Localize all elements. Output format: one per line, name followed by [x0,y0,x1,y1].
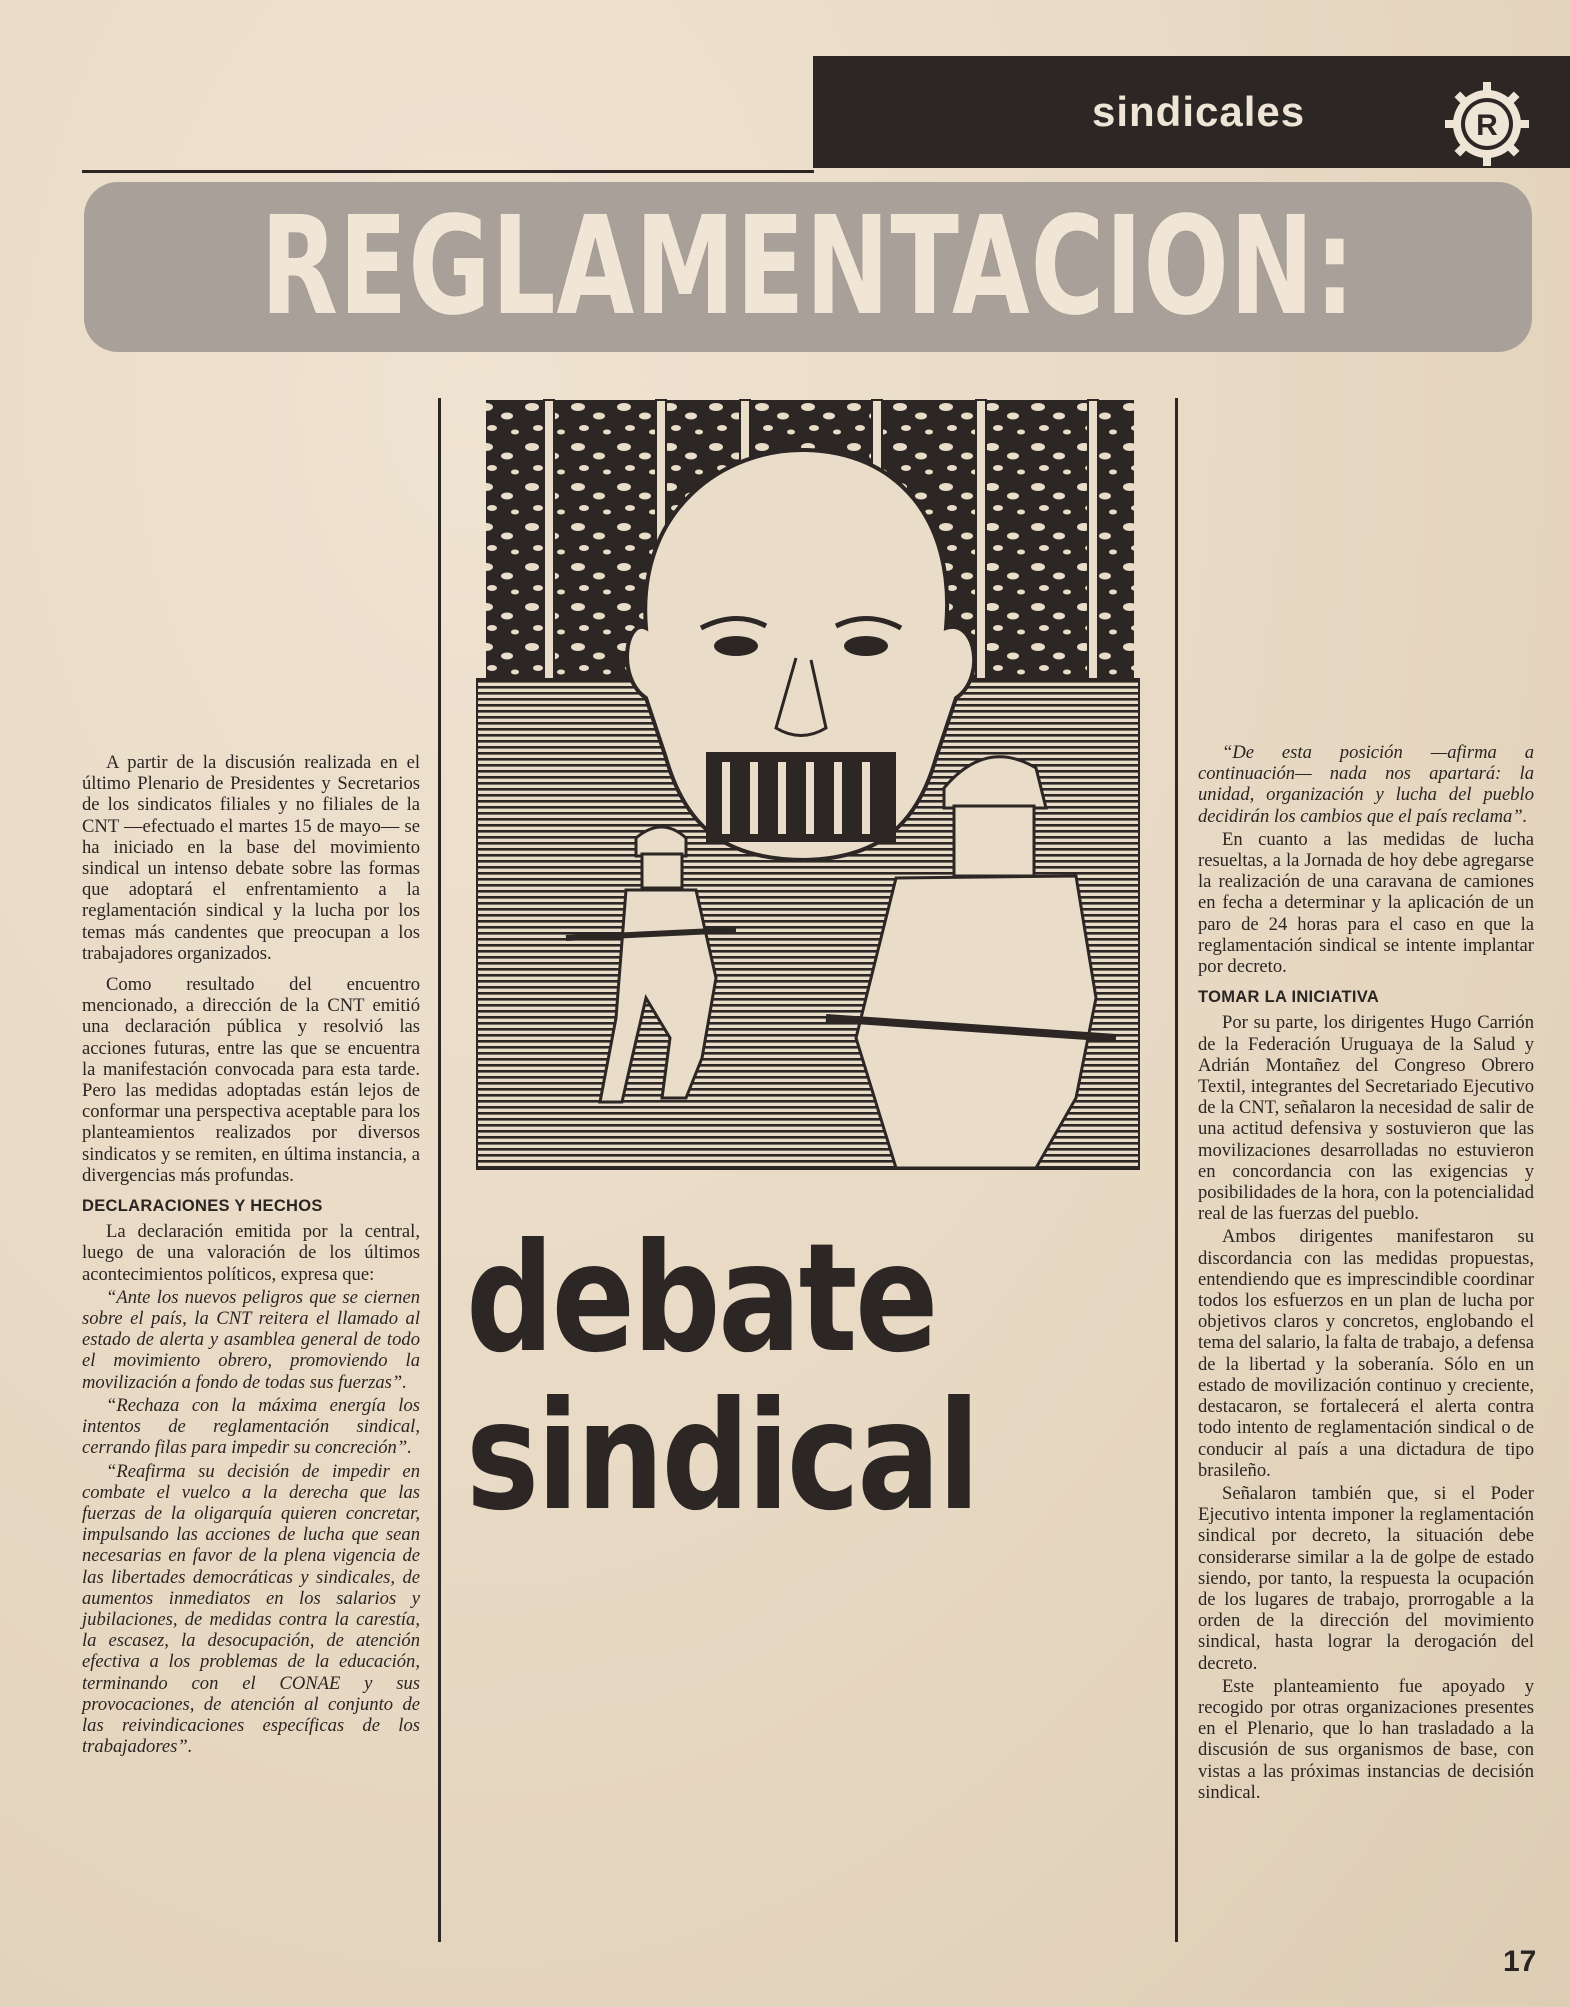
paragraph: Señalaron también que, si el Poder Ejecutivo intenta imponer la reglamentación sindical por decreto, la situación debe considerarse similar a la de golpe de estado siendo, por tanto, la respuesta la ocupación de los lugares de trabajo, prorrogable a la orden de la dirección del movimiento sindical, hasta lograr la derogación del decreto. [1198,1482,1534,1674]
column-divider-right [1175,398,1178,1942]
header-rule [82,170,814,173]
subheading-tomar-la-iniciativa: TOMAR LA INICIATIVA [1198,988,1380,1007]
quote-paragraph: “Ante los nuevos peligros que se ciernen sobre el país, la CNT reitera el llamado al estado de alerta y asamblea general de todo el movimiento obrero, promoviendo la movilización a fondo de todas sus fuerzas”. [82,1286,420,1393]
face-behind-bars-with-soldiers-illustration [476,398,1140,1170]
quote-paragraph: “Reafirma su decisión de impedir en combate el vuelco a la derecha que las fuerzas de la oligarquía quieren concretar, impulsando las acciones de lucha que sean necesarias en favor de la plena vigencia de las libertades democráticas y sindicales, de aumentos inmediatos en los salarios y jubilaciones, de medidas contra la carestía, la escasez, la desocupación, de atención efectiva a los problemas de la educación, terminando con el CONAE y sus provocaciones, de atención al conjunto de las reivindicaciones específicas de los trabajadores”. [82,1460,420,1758]
headline: REGLAMENTACION: [260,188,1356,346]
logo-letter: R [1476,109,1498,142]
subheading-declaraciones: DECLARACIONES Y HECHOS [82,1197,323,1216]
quote-paragraph: “Rechaza con la máxima energía los intentos de reglamentación sindical, cerrando filas para impedir su concreción”. [82,1394,420,1459]
paragraph: Por su parte, los dirigentes Hugo Carrión de la Federación Uruguaya de la Salud y Adrián Montañez del Congreso Obrero Textil, integrantes del Secretariado Ejecutivo de la CNT, señalaron la necesidad de salir de una actitud defensiva y sostuvieron que las movilizaciones desarrolladas no estuvieron en concordancia con las exigencias y posibilidades de la hora, con la potencialidad real de las fuerzas del pueblo. [1198,1012,1534,1225]
article-title-line-2: sindical [466,1370,978,1544]
column-divider-left [438,398,441,1942]
article-title-line-1: debate [466,1212,936,1386]
paragraph: Este planteamiento fue apoyado y recogido por otras organizaciones presentes en el Plenario, que lo han trasladado a la discusión de sus organismos de base, con vistas a las próximas instancias de decisión sindical. [1198,1675,1534,1803]
page-number: 17 [1503,1945,1537,1978]
right-column [1198,742,1534,1813]
paragraph: Como resultado del encuentro mencionado, a dirección de la CNT emitió una declaración pública y resolvió las acciones futuras, entre las que se encuentra la manifestación convocada para esta tarde. Pero las medidas adoptadas están lejos de conformar una perspectiva aceptable para los planteamientos realizados por diversos sindicatos y se remiten, en última instancia, a divergencias más profundas. [82,974,420,1186]
paragraph: A partir de la discusión realizada en el último Plenario de Presidentes y Secretarios de los sindicatos filiales y no filiales de la CNT —efectuado el martes 15 de mayo— se ha iniciado en la base del movimiento sindical un intenso debate sobre las formas que adoptará el enfrentamiento a la reglamentación sindical y la lucha por los temas más candentes que preocupan a los trabajadores organizados. [82,752,420,964]
paragraph: Ambos dirigentes manifestaron su discordancia con las medidas propuestas, entendiendo que es imprescindible coordinar todos los esfuerzos en un plan de lucha por objetivos claros y concretos, englobando el tema del salario, la falta de trabajo, a defensa de la libertad y la soberanía. Sólo en un estado de movilización continuo y creciente, destacaron, se fortalecerá el alerta contra todo intento de reglamentación sindical o de conducir al país a una dictadura de tipo brasileño. [1198,1226,1534,1481]
section-label: sindicales [1092,88,1306,135]
article-title [466,1212,1006,1544]
r-logo-icon [1443,80,1531,168]
left-column [82,752,420,1759]
quote-paragraph: “De esta posición —afirma a continuación— nada nos apartará: la unidad, organización y lucha del pueblo decidirán los cambios que el país reclama”. [1198,742,1534,827]
paragraph: En cuanto a las medidas de lucha resueltas, a la Jornada de hoy debe agregarse la realización de una caravana de camiones en fecha a determinar y la aplicación de un paro de 24 horas para el caso en que la reglamentación sindical se intente implantar por decreto. [1198,828,1534,978]
paragraph: La declaración emitida por la central, luego de una valoración de los últimos acontecimientos políticos, expresa que: [82,1221,420,1285]
